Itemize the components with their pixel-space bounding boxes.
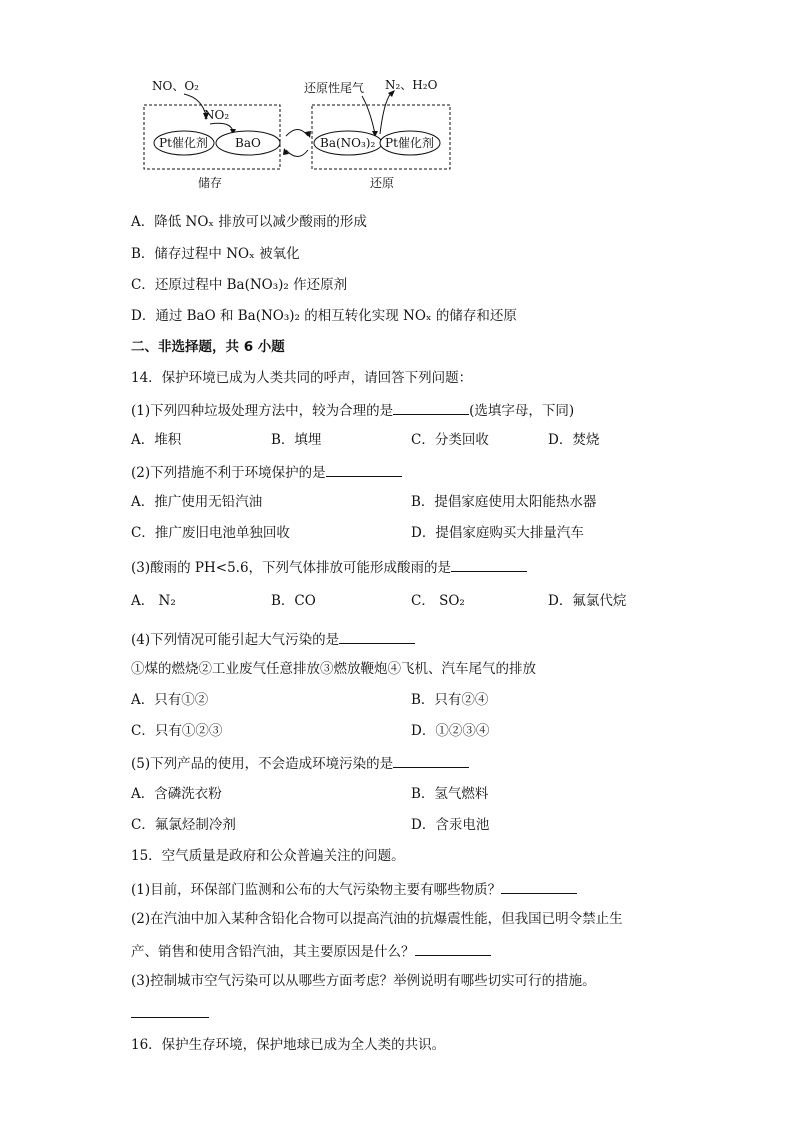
q15-part3-answer-line — [131, 1003, 209, 1023]
answer-blank[interactable] — [339, 629, 415, 644]
q15-part2-text: 产、销售和使用含铅汽油，其主要原因是什么？ — [131, 944, 415, 960]
no2-arrow — [210, 123, 233, 131]
cycle-arrow-top — [286, 130, 308, 137]
q14-part5-option-b: B．氢气燃料 — [411, 786, 489, 802]
q14-part4-option-d: D．①②③④ — [411, 723, 490, 739]
answer-blank[interactable] — [326, 462, 402, 477]
section2-title: 二、非选择题，共 6 小题 — [131, 339, 285, 355]
q14-part2-option-a: A．推广使用无铅汽油 — [131, 494, 263, 510]
q15-part1-text: (1)目前，环保部门监测和公布的大气污染物主要有哪些物质？ — [131, 882, 502, 898]
q14-part4-option-a: A．只有①② — [131, 692, 209, 708]
bao-label: BaO — [235, 136, 261, 150]
q14-part4-option-b: B．只有②④ — [411, 692, 489, 708]
pt-left-label: Pt催化剂 — [159, 136, 208, 150]
q14-part3-text: (3)酸雨的 PH<5.6，下列气体排放可能形成酸雨的是 — [131, 560, 452, 576]
reducing-gas-label: 还原性尾气 — [304, 81, 365, 95]
q14-part4-text: (4)下列情况可能引起大气污染的是 — [131, 632, 340, 648]
q13-option-b: B．储存过程中 NOₓ 被氧化 — [131, 246, 300, 262]
q14-part5-text: (5)下列产品的使用，不会造成环境污染的是 — [131, 756, 394, 772]
q14-part3 — [131, 557, 527, 577]
reduction-label: 还原 — [370, 176, 395, 190]
q15-part2-line1: (2)在汽油中加入某种含铅化合物可以提高汽油的抗爆震性能，但我国已明令禁止生 — [131, 911, 623, 927]
answer-blank[interactable] — [451, 557, 527, 572]
q14-stem: 14．保护环境已成为人类共同的呼声，请回答下列问题： — [131, 370, 473, 386]
output-arrow — [380, 92, 392, 134]
q14-part1-text: (1)下列四种垃圾处理方法中，较为合理的是 — [131, 403, 394, 419]
q14-part4 — [131, 629, 415, 649]
q14-part5-option-a: A．含磷洗衣粉 — [131, 786, 222, 802]
cycle-arrowhead-top — [305, 131, 311, 138]
q14-part1-tail: (选填字母，下同) — [469, 403, 575, 419]
q14-part5-option-c: C．氟氯烃制冷剂 — [131, 817, 236, 833]
answer-blank[interactable] — [501, 879, 577, 894]
q14-part2-option-b: B．提倡家庭使用太阳能热水器 — [411, 494, 597, 510]
q14-part2-option-d: D．提倡家庭购买大排量汽车 — [411, 525, 584, 541]
answer-blank[interactable] — [131, 1003, 209, 1018]
q14-part5-option-d: D．含汞电池 — [411, 817, 490, 833]
q13-option-a: A．降低 NOₓ 排放可以减少酸雨的形成 — [131, 214, 367, 230]
q14-part2-text: (2)下列措施不利于环境保护的是 — [131, 465, 326, 481]
q15-part2-line2 — [131, 941, 491, 961]
option-c: C． SO₂ — [411, 593, 465, 609]
q15-part3: (3)控制城市空气污染可以从哪些方面考虑？举例说明有哪些切实可行的措施。 — [131, 973, 596, 989]
output-gas-label: N₂、H₂O — [385, 78, 438, 92]
q15-stem: 15．空气质量是政府和公众普遍关注的问题。 — [131, 848, 405, 864]
q16-stem: 16．保护生存环境，保护地球已成为全人类的共识。 — [131, 1037, 446, 1053]
q14-part4-option-c: C．只有①②③ — [131, 723, 223, 739]
no2-label: NO₂ — [204, 108, 230, 122]
option-c: C．分类回收 — [411, 432, 489, 448]
pt-right-label: Pt催化剂 — [385, 136, 434, 150]
reducing-arrow — [362, 96, 375, 134]
q14-part2 — [131, 462, 402, 482]
answer-blank[interactable] — [415, 941, 491, 956]
cycle-arrow-bottom — [286, 150, 308, 157]
q15-part1 — [131, 879, 577, 899]
nox-storage-reduction-diagram — [140, 76, 460, 196]
option-a: A． N₂ — [131, 593, 176, 609]
q14-part5 — [131, 753, 469, 773]
option-b: B．CO — [271, 593, 316, 609]
answer-blank[interactable] — [393, 400, 469, 415]
q13-option-d: D．通过 BaO 和 Ba(NO₃)₂ 的相互转化实现 NOₓ 的储存和还原 — [131, 308, 517, 324]
answer-blank[interactable] — [393, 753, 469, 768]
option-b: B．填埋 — [271, 432, 322, 448]
storage-label: 储存 — [198, 176, 223, 190]
option-d: D．氟氯代烷 — [548, 593, 627, 609]
input-gas-label: NO、O₂ — [152, 79, 199, 93]
q14-part2-option-c: C．推广废旧电池单独回收 — [131, 525, 290, 541]
q14-part1 — [131, 400, 574, 420]
bano3-label: Ba(NO₃)₂ — [320, 136, 376, 150]
q14-part4-list: ①煤的燃烧②工业废气任意排放③燃放鞭炮④飞机、汽车尾气的排放 — [131, 661, 536, 677]
option-a: A．堆积 — [131, 432, 182, 448]
q13-option-c: C．还原过程中 Ba(NO₃)₂ 作还原剂 — [131, 277, 348, 293]
option-d: D．焚烧 — [548, 432, 600, 448]
